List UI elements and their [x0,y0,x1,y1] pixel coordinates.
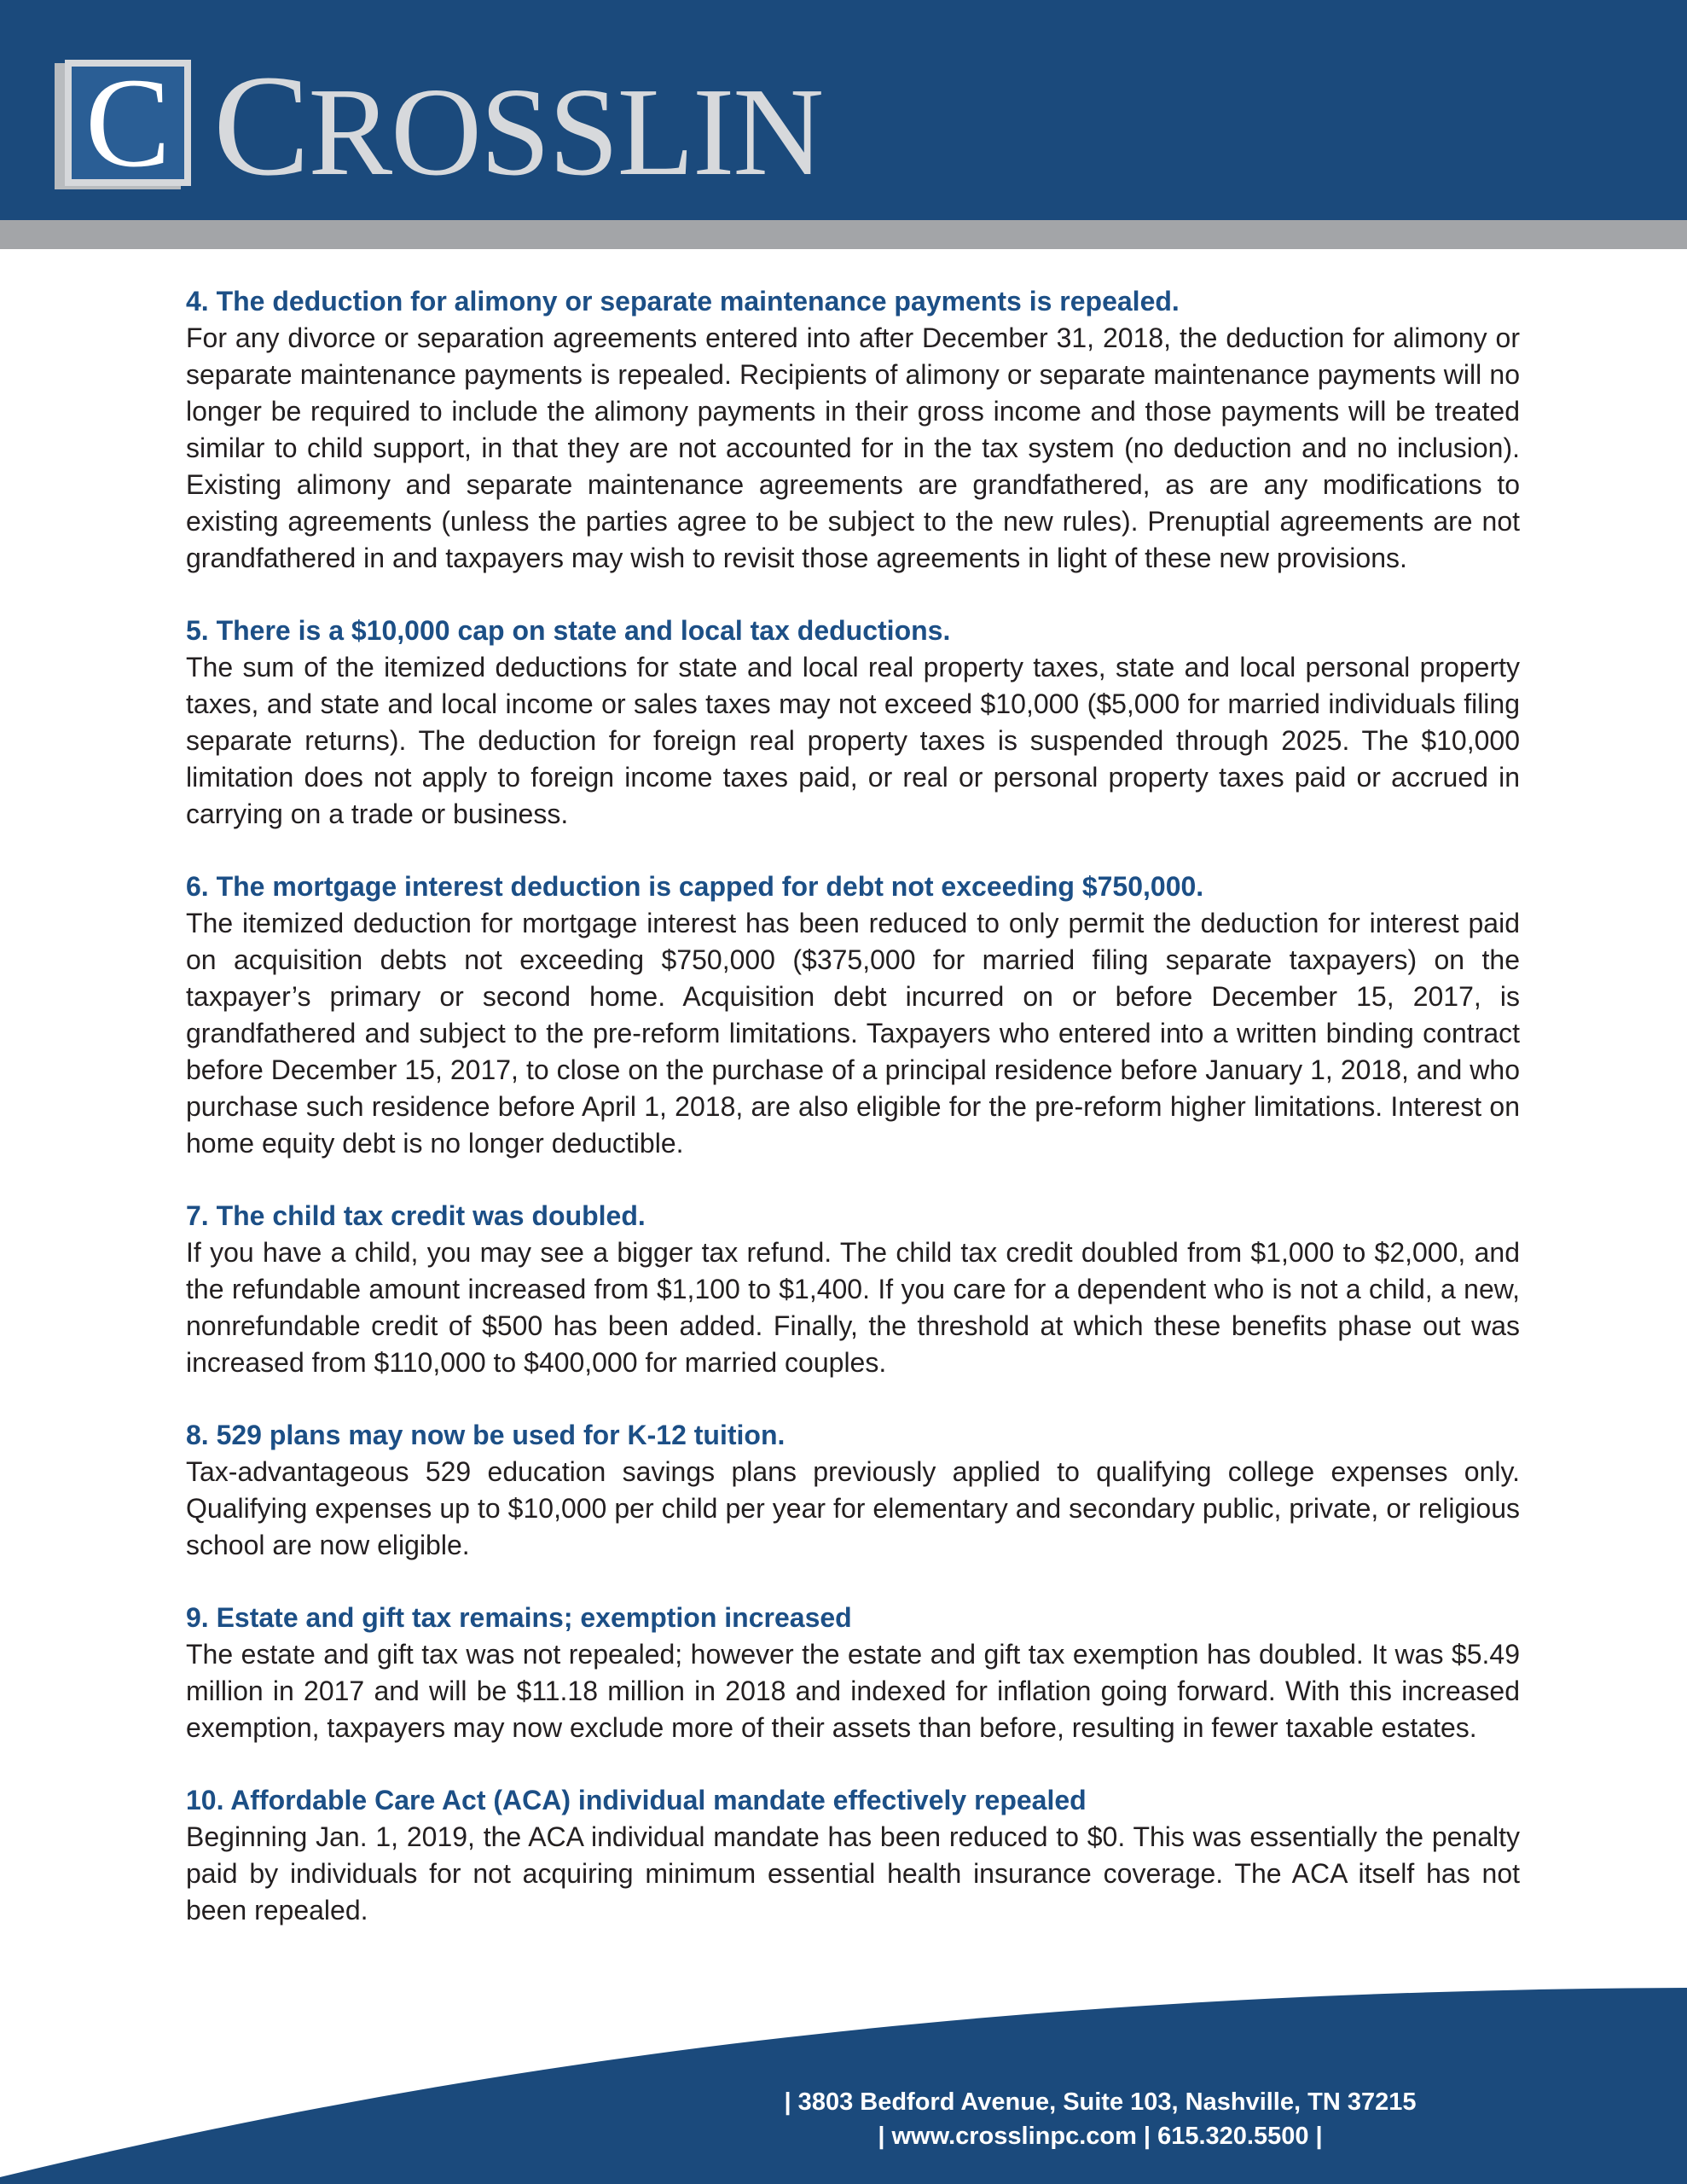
logo-word-initial: C [213,45,309,206]
section-paragraph: Tax-advantageous 529 education savings plans previously applied to qualifying college expenses only. Qualifying expenses up to $10,000 per child per year for elementary and secondary public, private, or religious school are now eligible. [186,1456,1520,1560]
section-heading: 6. The mortgage interest deduction is capped for debt not exceeding $750,000. [186,871,1204,902]
section-estate-gift-tax [186,1600,1520,1746]
logo-wordmark [213,45,823,206]
section-paragraph: For any divorce or separation agreements entered into after December 31, 2018, the deduction for alimony or separate maintenance payments is repealed. Recipients of alimony or separate maintenance payments will no longer be required to include the alimony payments in their gross income and those payments will be treated similar to child support, in that they are not accounted for in the tax system (no deduction and no inclusion). Existing alimony and separate maintenance agreements are grandfathered, as are any modifications to existing agreements (unless the parties agree to be subject to the new rules). Prenuptial agreements are not grandfathered in and taxpayers may wish to revisit those agreements in light of these new provisions. [186,322,1520,573]
section-mortgage-interest [186,868,1520,1162]
footer-address: | 3803 Bedford Avenue, Suite 103, Nashville, TN 37215 [784,2088,1417,2116]
document-body [186,283,1520,1965]
section-529-plans [186,1417,1520,1564]
section-paragraph: The estate and gift tax was not repealed; however the estate and gift tax exemption has doubled. It was $5.49 million in 2017 and will be $11.18 million in 2018 and indexed for inflation going forward. With this increased exemption, taxpayers may now exclude more of their assets than before, resulting in fewer taxable estates. [186,1639,1520,1743]
page-header [0,0,1687,220]
logo-box [65,52,191,194]
section-paragraph: Beginning Jan. 1, 2019, the ACA individual mandate has been reduced to $0. This was essentially the penalty paid by individuals for not acquiring minimum essential health insurance coverage. The ACA itself has not been repealed. [186,1821,1520,1926]
section-heading: 4. The deduction for alimony or separate maintenance payments is repealed. [186,286,1180,317]
section-paragraph: The sum of the itemized deductions for state and local real property taxes, state and local personal property taxes, and state and local income or sales taxes may not exceed $10,000 ($5,000 for married individuals filing separate returns). The deduction for foreign real property taxes is suspended through 2025. The $10,000 limitation does not apply to foreign income taxes paid, or real or personal property taxes paid or accrued in carrying on a trade or business. [186,652,1520,829]
footer-web-phone: | www.crosslinpc.com | 615.320.5500 | [878,2123,1323,2150]
logo-word-rest: ROSSLIN [308,62,823,202]
crosslin-logo [55,45,823,206]
logo-letter: C [72,67,184,179]
section-heading: 5. There is a $10,000 cap on state and local tax deductions. [186,615,951,646]
section-paragraph: If you have a child, you may see a bigger tax refund. The child tax credit doubled from $1,000 to $2,000, and the refundable amount increased from $1,100 to $1,400. If you care for a dependent who is not a child, a new, nonrefundable credit of $500 has been added. Finally, the threshold at which these benefits phase out was increased from $110,000 to $400,000 for married couples. [186,1237,1520,1378]
section-paragraph: The itemized deduction for mortgage interest has been reduced to only permit the deduction for interest paid on acquisition debts not exceeding $750,000 ($375,000 for married filing separate taxpayers) on the taxpayer’s primary or second home. Acquisition debt incurred on or before December 15, 2017, is grandfathered and subject to the pre-reform limitations. Taxpayers who entered into a written binding contract before December 15, 2017, to close on the purchase of a principal residence before January 1, 2018, and who purchase such residence before April 1, 2018, are also eligible for the pre-reform higher limitations. Interest on home equity debt is no longer deductible. [186,908,1520,1159]
section-alimony [186,283,1520,577]
section-aca-mandate [186,1782,1520,1929]
footer-contact [529,2085,1672,2153]
section-salt-cap [186,613,1520,833]
section-heading: 9. Estate and gift tax remains; exemption increased [186,1602,852,1633]
header-stripe [0,220,1687,249]
section-heading: 10. Affordable Care Act (ACA) individual mandate effectively repealed [186,1785,1087,1815]
section-heading: 7. The child tax credit was doubled. [186,1200,646,1231]
section-heading: 8. 529 plans may now be used for K-12 tuition. [186,1420,786,1450]
page-footer [0,1988,1687,2184]
section-child-tax-credit [186,1198,1520,1381]
